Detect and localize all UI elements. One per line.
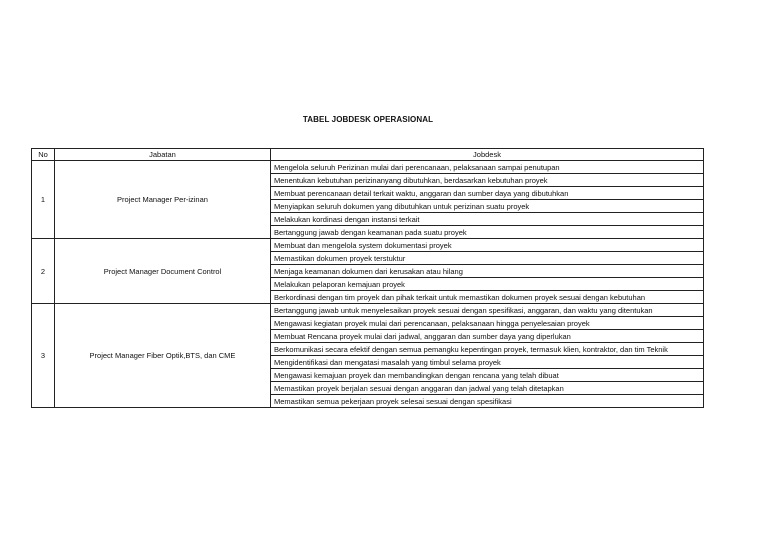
table-header — [32, 149, 704, 161]
task-cell: Memastikan semua pekerjaan proyek selesai sesuai dengan spesifikasi — [271, 395, 704, 408]
task-cell: Membuat perencanaan detail terkait waktu, anggaran dan sumber daya yang dibutuhkan — [271, 187, 704, 200]
task-cell: Berkordinasi dengan tim proyek dan pihak terkait untuk memastikan dokumen proyek sesuai dengan kebutuhan — [271, 291, 704, 304]
header-no: No — [32, 149, 55, 161]
header-jobdesk: Jobdesk — [271, 149, 704, 161]
task-cell: Mengidentifikasi dan mengatasi masalah yang timbul selama proyek — [271, 356, 704, 369]
table-row — [32, 161, 704, 174]
task-cell: Bertanggung jawab dengan keamanan pada suatu proyek — [271, 226, 704, 239]
task-cell: Menyiapkan seluruh dokumen yang dibutuhkan untuk perizinan suatu proyek — [271, 200, 704, 213]
task-cell: Bertanggung jawab untuk menyelesaikan proyek sesuai dengan spesifikasi, anggaran, dan waktu yang ditentukan — [271, 304, 704, 317]
header-jabatan: Jabatan — [55, 149, 271, 161]
task-cell: Melakukan pelaporan kemajuan proyek — [271, 278, 704, 291]
task-cell: Membuat dan mengelola system dokumentasi proyek — [271, 239, 704, 252]
table-row — [32, 239, 704, 252]
task-cell: Membuat Rencana proyek mulai dari jadwal, anggaran dan sumber daya yang diperlukan — [271, 330, 704, 343]
task-cell: Menentukan kebutuhan perizinanyang dibutuhkan, berdasarkan kebutuhan proyek — [271, 174, 704, 187]
task-cell: Mengawasi kemajuan proyek dan membandingkan dengan rencana yang telah dibuat — [271, 369, 704, 382]
row-number: 3 — [32, 304, 55, 408]
table-row — [32, 304, 704, 317]
document-title: TABEL JOBDESK OPERASIONAL — [302, 115, 434, 124]
task-cell: Memastikan proyek berjalan sesuai dengan anggaran dan jadwal yang telah ditetapkan — [271, 382, 704, 395]
task-cell: Mengelola seluruh Perizinan mulai dari perencanaan, pelaksanaan sampai penutupan — [271, 161, 704, 174]
task-cell: Menjaga keamanan dokumen dari kerusakan atau hilang — [271, 265, 704, 278]
task-cell: Berkomunikasi secara efektif dengan semua pemangku kepentingan proyek, termasuk klien, kontraktor, dan tim Teknik — [271, 343, 704, 356]
jobdesk-table — [31, 148, 704, 408]
table-body — [32, 161, 704, 408]
position-name: Project Manager Fiber Optik,BTS, dan CME — [55, 304, 271, 408]
row-number: 2 — [32, 239, 55, 304]
row-number: 1 — [32, 161, 55, 239]
task-cell: Mengawasi kegiatan proyek mulai dari perencanaan, pelaksanaan hingga penyelesaian proyek — [271, 317, 704, 330]
header-row — [32, 149, 704, 161]
task-cell: Melakukan kordinasi dengan instansi terkait — [271, 213, 704, 226]
task-cell: Memastikan dokumen proyek terstuktur — [271, 252, 704, 265]
position-name: Project Manager Document Control — [55, 239, 271, 304]
position-name: Project Manager Per-izinan — [55, 161, 271, 239]
